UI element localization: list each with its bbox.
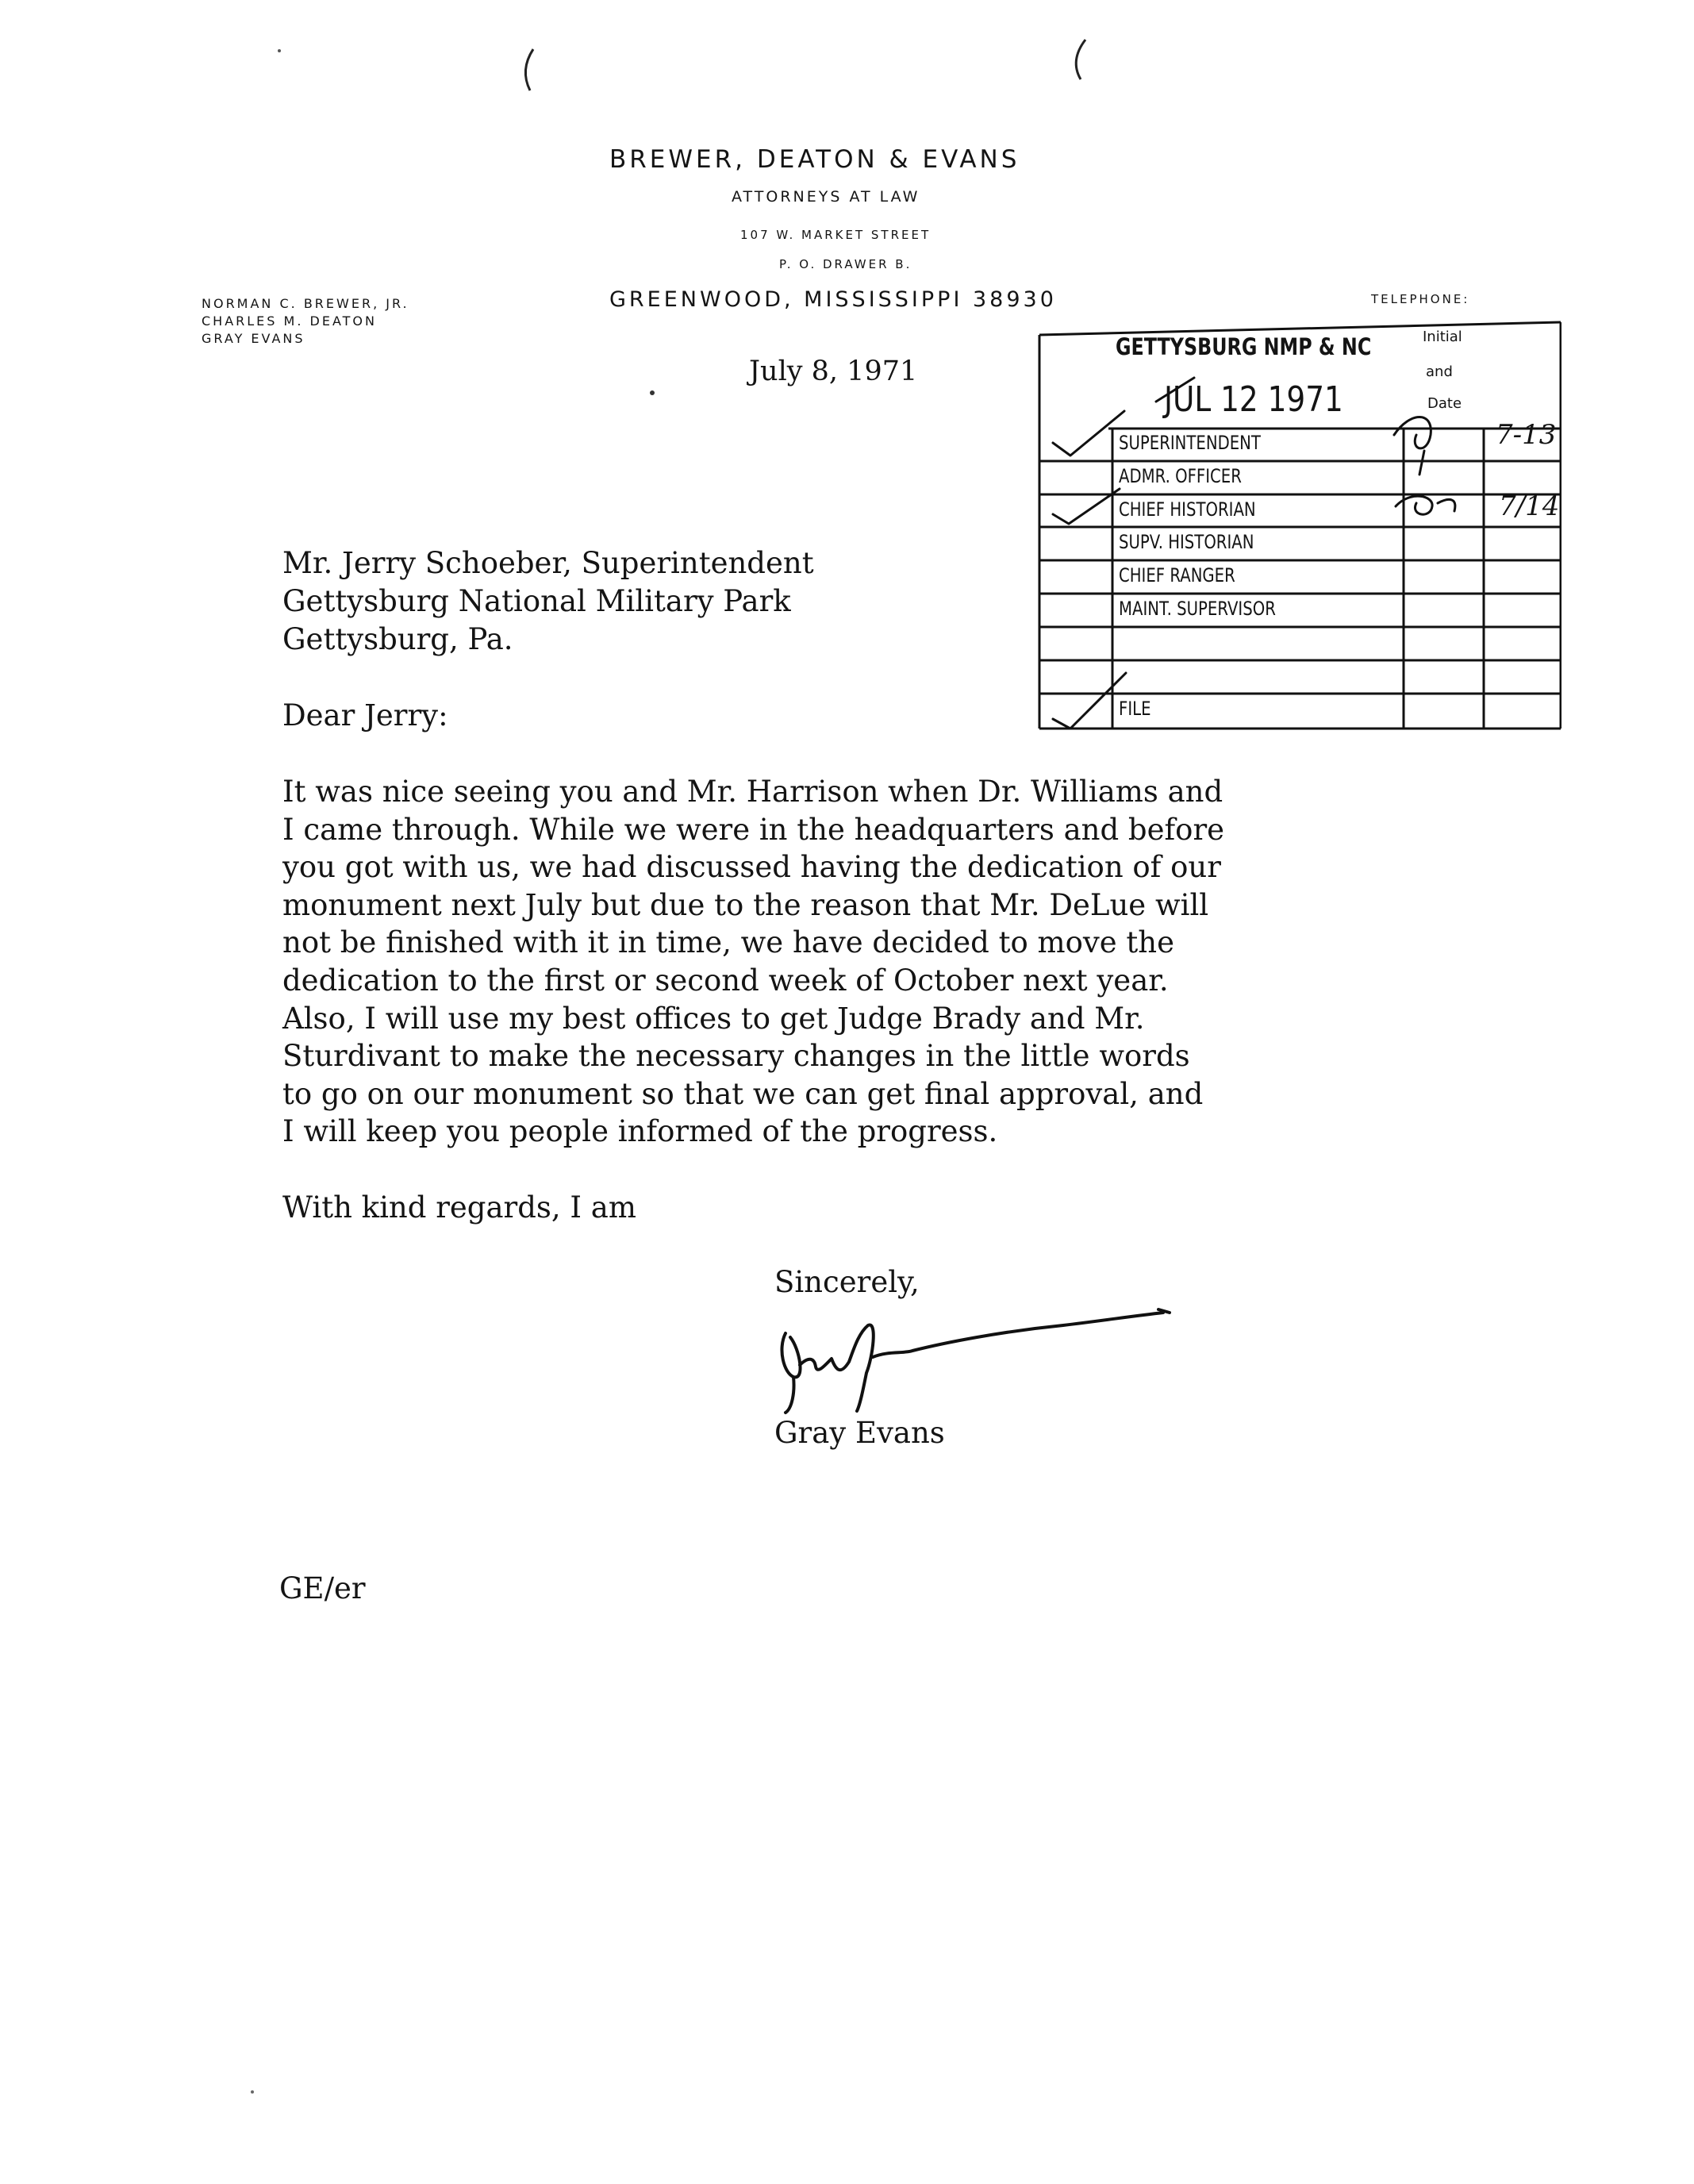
letter-date: July 8, 1971: [749, 356, 918, 387]
signer-name: Gray Evans: [774, 1416, 945, 1450]
stamp-header-initial: Initial: [1423, 329, 1462, 345]
reference-initials: GE/er: [279, 1571, 366, 1605]
telephone-label: TELEPHONE:: [1371, 292, 1470, 306]
handwritten-marks: [1037, 316, 1561, 731]
scan-mark-left: [525, 49, 533, 90]
scan-dot: [251, 2090, 254, 2094]
body-line: not be finished with it in time, we have decided to move the: [282, 925, 1175, 960]
addressee-line: Gettysburg National Military Park: [282, 584, 791, 618]
partner-list: [202, 295, 409, 348]
letter-body: [282, 773, 1224, 1151]
received-stamp: [1037, 316, 1561, 731]
scan-dot: [650, 390, 655, 395]
body-line: It was nice seeing you and Mr. Harrison when Dr. Williams and: [282, 775, 1223, 809]
partner-name: GRAY EVANS: [202, 331, 305, 346]
firm-name: BREWER, DEATON & EVANS: [609, 145, 1020, 174]
routing-row-label: ADMR. OFFICER: [1119, 465, 1242, 487]
handwritten-date: 7/14: [1499, 490, 1560, 522]
stamp-received-date: JUL 12 1971: [1164, 379, 1343, 420]
stamp-title: GETTYSBURG NMP & NC: [1116, 333, 1372, 360]
handwritten-date: 7-13: [1496, 419, 1557, 451]
salutation: Dear Jerry:: [282, 698, 448, 732]
routing-row-label: CHIEF RANGER: [1119, 564, 1235, 586]
stamp-header-date: Date: [1427, 395, 1462, 412]
firm-po-box: P. O. DRAWER B.: [779, 257, 912, 271]
body-line: Also, I will use my best offices to get Judge Brady and Mr.: [282, 1001, 1145, 1036]
addressee-line: Gettysburg, Pa.: [282, 622, 513, 656]
scan-mark-right: [1076, 40, 1085, 79]
signature: [762, 1302, 1206, 1421]
body-line: I came through. While we were in the headquarters and before: [282, 812, 1225, 847]
partner-name: CHARLES M. DEATON: [202, 313, 377, 329]
firm-city: GREENWOOD, MISSISSIPPI 38930: [609, 287, 1057, 312]
routing-row-label: CHIEF HISTORIAN: [1119, 498, 1256, 521]
initials-mark: [1394, 417, 1431, 475]
body-line: dedication to the first or second week of October next year.: [282, 963, 1169, 998]
valediction: Sincerely,: [774, 1265, 920, 1299]
routing-row-label: MAINT. SUPERVISOR: [1119, 598, 1276, 620]
partner-name: NORMAN C. BREWER, JR.: [202, 296, 409, 311]
body-line: I will keep you people informed of the progress.: [282, 1114, 998, 1149]
check-mark-icon: [1053, 411, 1124, 456]
routing-row-label: SUPV. HISTORIAN: [1119, 531, 1254, 553]
scan-dot: [278, 49, 281, 52]
addressee-line: Mr. Jerry Schoeber, Superintendent: [282, 546, 814, 580]
routing-row-label: SUPERINTENDENT: [1119, 432, 1261, 454]
body-line: monument next July but due to the reason that Mr. DeLue will: [282, 887, 1209, 922]
addressee-block: [282, 544, 814, 659]
check-mark-icon: [1053, 673, 1126, 729]
firm-street: 107 W. MARKET STREET: [740, 228, 932, 242]
initials-mark: [1396, 496, 1455, 514]
closing-line: With kind regards, I am: [282, 1190, 636, 1225]
stamp-header-and: and: [1426, 363, 1453, 380]
check-mark-icon: [1156, 378, 1194, 402]
check-mark-icon: [1053, 489, 1120, 524]
routing-row-label: FILE: [1119, 698, 1151, 720]
body-line: Sturdivant to make the necessary changes in the little words: [282, 1039, 1190, 1074]
firm-profession: ATTORNEYS AT LAW: [732, 188, 920, 206]
body-line: you got with us, we had discussed having the dedication of our: [282, 850, 1221, 885]
body-line: to go on our monument so that we can get final approval, and: [282, 1076, 1204, 1111]
